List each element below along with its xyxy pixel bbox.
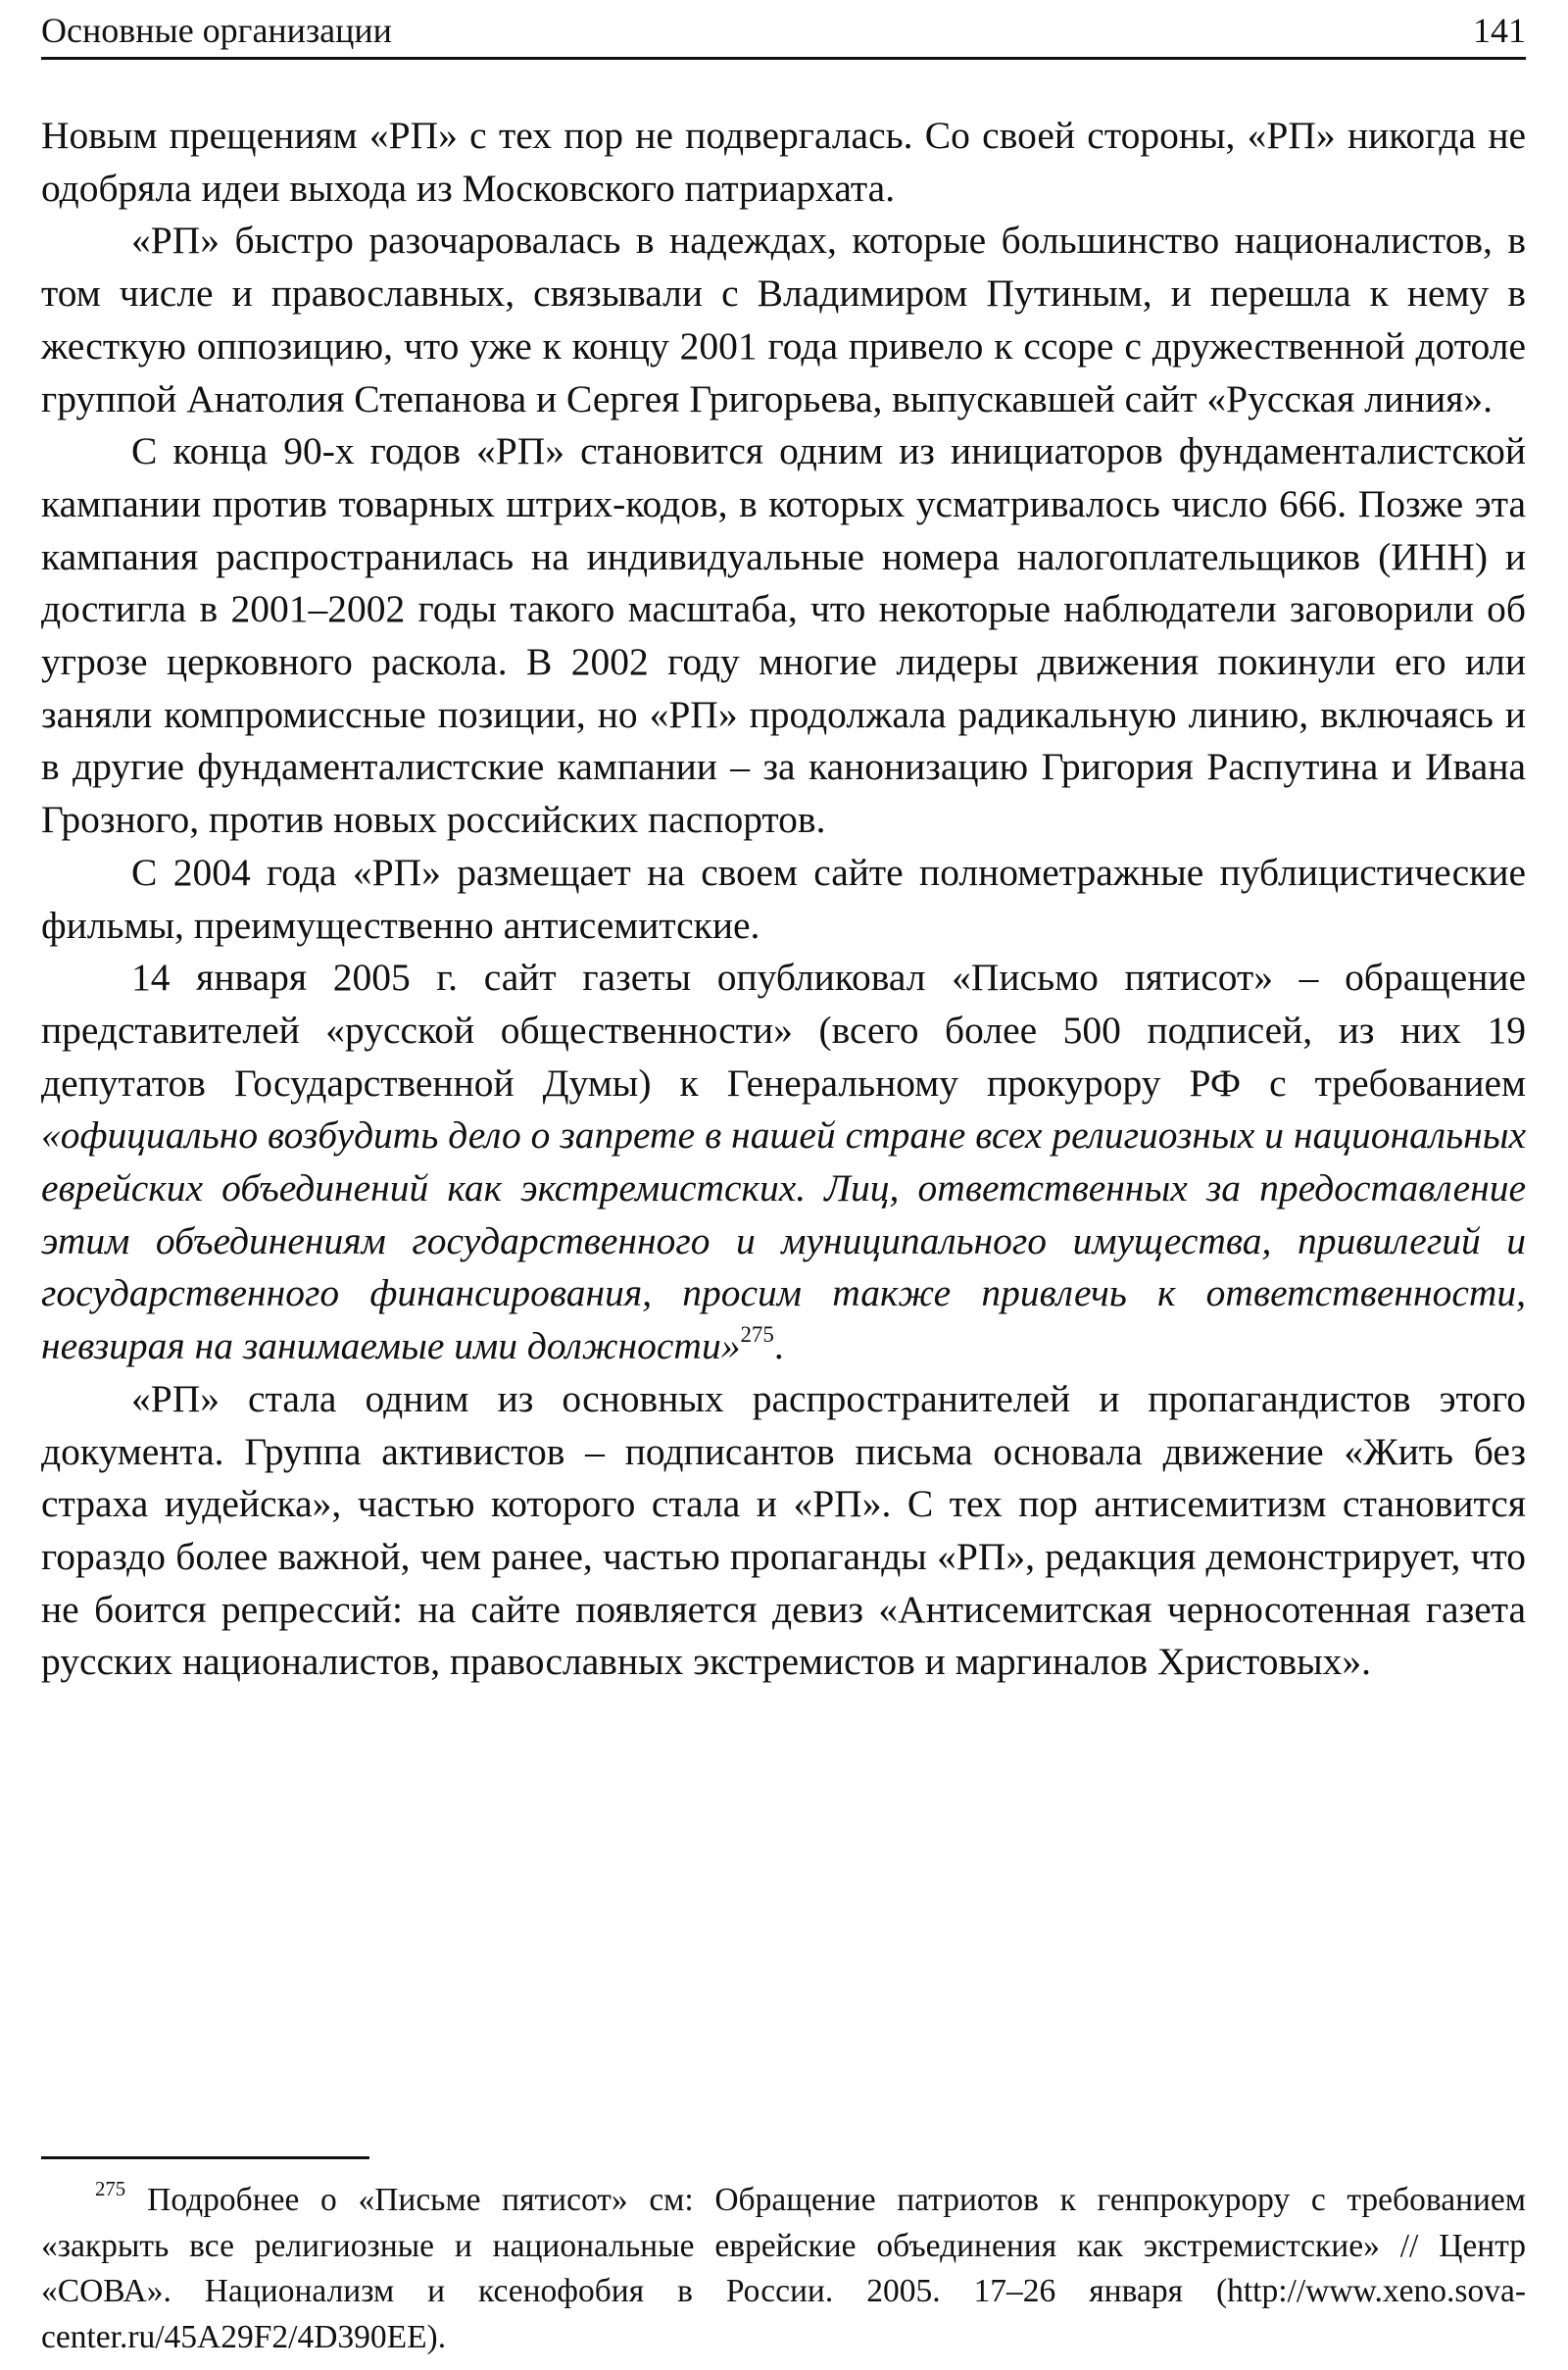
footnote-text: Подробнее о «Письме пятисот» см: Обращение патриотов к генпрокурору с требованием «закрыть все религиозные и национальные еврейские объединения как экстремистские» // Центр «СОВА». Национализм и ксенофобия в России. 2005. 17–26 января (http://www.xeno.sova-center.ru/45A29F2/4D390EE). [41, 2182, 1526, 2355]
footnote-reference: 275 [740, 1322, 774, 1347]
paragraph-4: С 2004 года «РП» размещает на своем сайте полнометражные публицистические фильмы, преимущественно антисемитские. [41, 850, 1526, 947]
paragraph-1: Новым прещениям «РП» с тех пор не подвергалась. Со своей стороны, «РП» никогда не одобряла идеи выхода из Московского патриархата. [41, 114, 1526, 210]
paragraph-3: С конца 90-х годов «РП» становится одним из инициаторов фундаменталистской кампании против товарных штрих-кодов, в которых усматривалось число 666. Позже эта кампания распространилась на индивидуальные номера налогоплательщиков (ИНН) и достигла в 2001–2002 годы такого масштаба, что некоторые наблюдатели заговорили об угрозе церковного раскола. В 2002 году многие лидеры движения покинули его или заняли компромиссные позиции, но «РП» продолжала радикальную линию, включаясь и в другие фундаменталистские кампании – за канонизацию Григория Распутина и Ивана Грозного, против новых российских паспортов. [41, 429, 1526, 842]
footnote [41, 2178, 1526, 2360]
paragraph-2: «РП» быстро разочаровалась в надеждах, которые большинство националистов, в том числе и православных, связывали с Владимиром Путиным, и перешла к нему в жесткую оппозицию, что уже к концу 2001 года привело к ссоре с дружественной дотоле группой Анатолия Степанова и Сергея Григорьева, выпускавшей сайт «Русская линия». [41, 219, 1526, 420]
section-title: Основные организации [41, 11, 392, 50]
main-text [41, 110, 1526, 1689]
paragraph-5-end: . [773, 1324, 784, 1368]
book-page [41, 0, 1526, 2370]
letter-quote: «официально возбудить дело о запрете в нашей стране всех религиозных и национальных еврейских объединений как экстремистских. Лиц, ответственных за предоставление этим объединениям государственного и муниципального имущества, привилегий и государственного финансирования, просим также привлечь к ответственности, невзирая на занимаемые ими должности» [41, 1113, 1526, 1368]
header-rule [41, 57, 1526, 60]
running-head [41, 6, 1526, 55]
footnote-number: 275 [95, 2178, 126, 2201]
paragraph-5-text: 14 января 2005 г. сайт газеты опубликовал «Письмо пятисот» – обращение представителей «русской общественности» (всего более 500 подписей, из них 19 депутатов Государственной Думы) к Генеральному прокурору РФ с требованием [41, 956, 1526, 1105]
paragraph-6: «РП» стала одним из основных распространителей и пропагандистов этого документа. Группа активистов – подписантов письма основала движение «Жить без страха иудейска», частью которого стала и «РП». С тех пор антисемитизм становится гораздо более важной, чем ранее, частью пропаганды «РП», редакция демонстрирует, что не боится репрессий: на сайте появляется девиз «Антисемитская черносотенная газета русских националистов, православных экстремистов и маргиналов Христовых». [41, 1376, 1526, 1684]
paragraph-5 [41, 952, 1526, 1373]
footnote-rule [41, 2156, 369, 2159]
page-number: 141 [1473, 11, 1526, 50]
